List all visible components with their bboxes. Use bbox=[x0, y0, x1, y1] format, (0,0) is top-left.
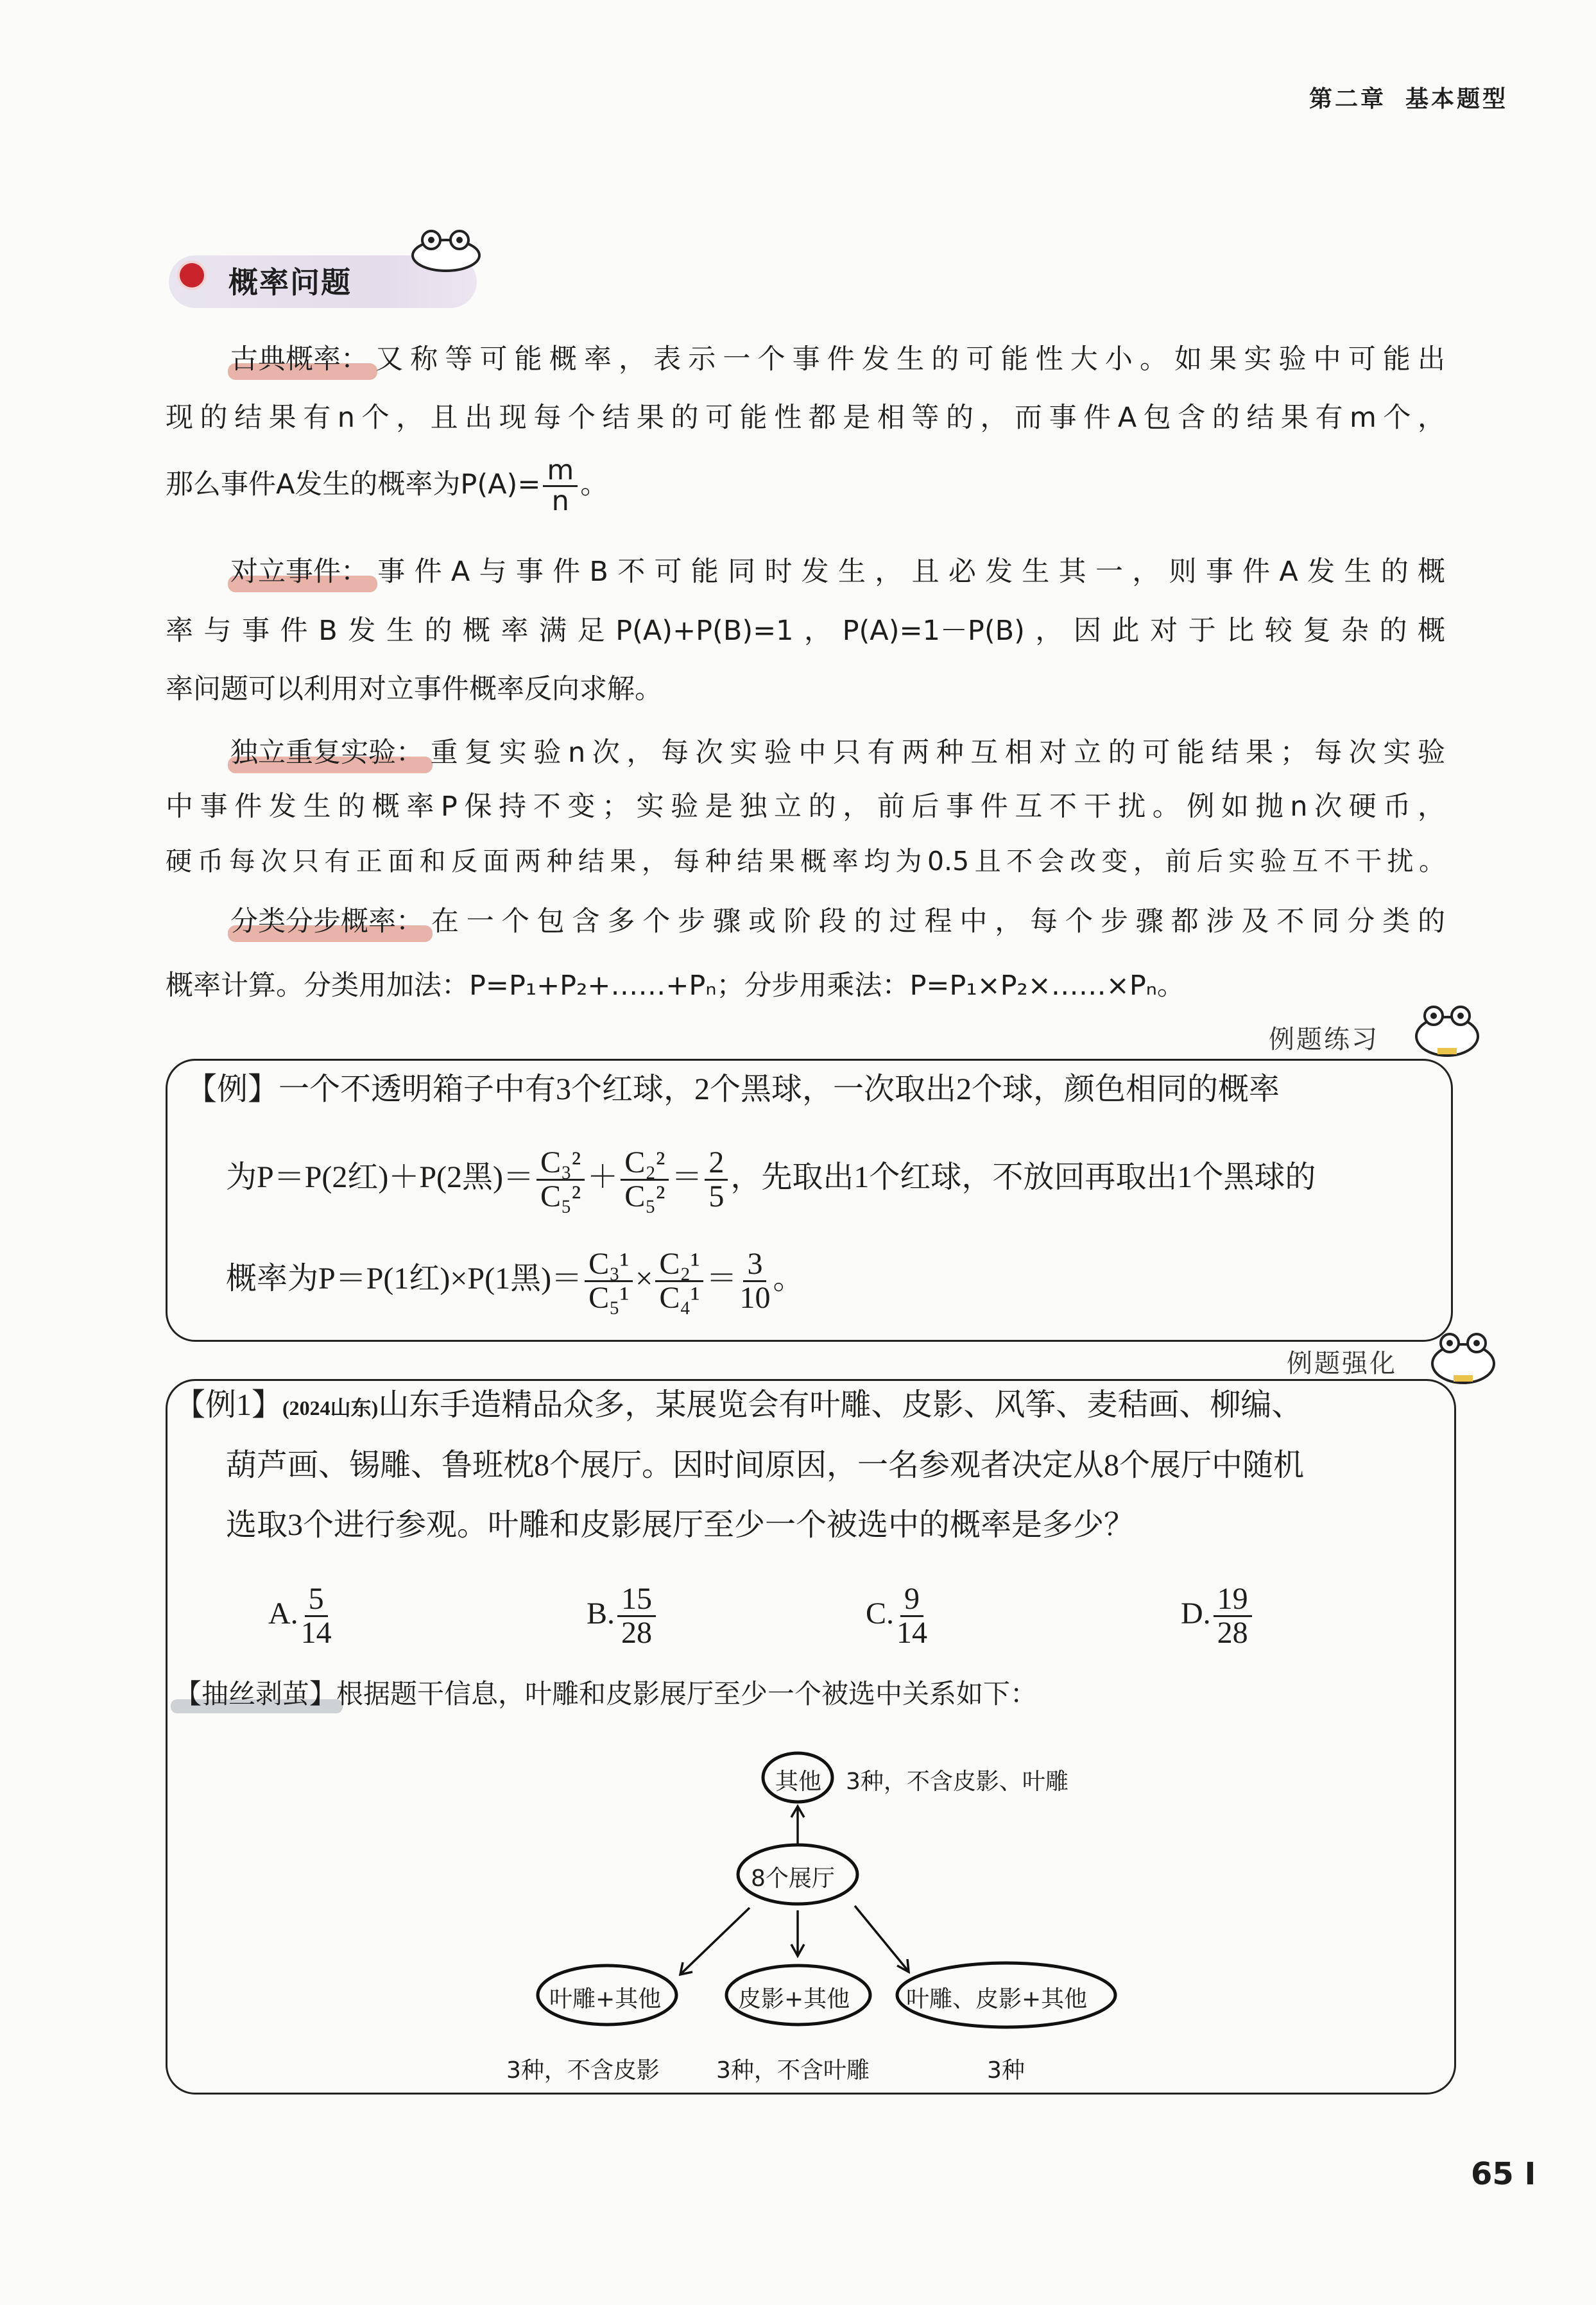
section-title: 概率问题 bbox=[228, 265, 352, 300]
denominator: C₅¹ bbox=[588, 1281, 630, 1315]
paragraph-independent-line-3: 硬币每次只有正面和反面两种结果，每种结果概率均为0.5且不会改变，前后实验互不干扰。 bbox=[166, 846, 1445, 877]
node-leaf-2-label: 皮影+其他 bbox=[738, 1986, 850, 2012]
node-leaf-1-label: 叶雕+其他 bbox=[549, 1986, 662, 2012]
page-number: 65 I bbox=[1471, 2156, 1536, 2192]
text: 那么事件A发生的概率为P(A)= bbox=[166, 468, 541, 501]
denominator: 28 bbox=[1217, 1616, 1248, 1650]
node-leaf-2-note: 3种，不含叶雕 bbox=[716, 2057, 870, 2084]
denominator: C₅² bbox=[540, 1179, 581, 1214]
arrow-right bbox=[855, 1906, 907, 1970]
source-label: (2024山东) bbox=[282, 1396, 379, 1419]
node-root-label: 8个展厅 bbox=[751, 1865, 835, 1892]
denominator: 5 bbox=[708, 1179, 725, 1214]
text: 重复实验n次，每次实验中只有两种互相对立的可能结果；每次实验 bbox=[424, 737, 1445, 769]
text: ＝ bbox=[671, 1160, 703, 1194]
term-classified-stepwise: 分类分步概率： bbox=[230, 902, 424, 941]
exercise-line-3: 选取3个进行参观。叶雕和皮影展厅至少一个被选中的概率是多少？ bbox=[226, 1508, 1135, 1542]
chapter-label: 第二章 bbox=[1309, 85, 1387, 112]
term-independent-trials: 独立重复实验： bbox=[230, 733, 424, 772]
practice-tag: 例题练习 bbox=[1269, 1025, 1379, 1054]
text: 在一个包含多个步骤或阶段的过程中，每个步骤都涉及不同分类的 bbox=[424, 905, 1445, 938]
text: 根据题干信息，叶雕和皮影展厅至少一个被选中关系如下： bbox=[336, 1678, 1038, 1709]
numerator: 19 bbox=[1214, 1583, 1252, 1617]
term-complementary-event: 对立事件： bbox=[230, 553, 368, 591]
paragraph-complement-line-3: 率问题可以利用对立事件概率反向求解。 bbox=[166, 673, 662, 705]
paragraph-classical-line-2: 现的结果有n个，且出现每个结果的可能性都是相等的，而事件A包含的结果有m个， bbox=[166, 402, 1445, 434]
text: 事件A与事件B不可能同时发生，且必发生其一，则事件A发生的概 bbox=[368, 556, 1445, 588]
denominator: C₄¹ bbox=[659, 1281, 700, 1315]
numerator: 2 bbox=[705, 1147, 728, 1181]
numerator: C₂¹ bbox=[655, 1248, 703, 1282]
text: 山东手造精品众多，某展览会有叶雕、皮影、风筝、麦秸画、柳编、 bbox=[378, 1388, 1303, 1422]
option-letter: D. bbox=[1181, 1597, 1211, 1631]
example-label: 【例1】 bbox=[175, 1388, 283, 1422]
text: 。 bbox=[773, 1262, 804, 1296]
node-other-note: 3种，不含皮影、叶雕 bbox=[846, 1769, 1068, 1795]
node-leaf-3-label: 叶雕、皮影+其他 bbox=[906, 1986, 1088, 2012]
exercise-line-2: 葫芦画、锡雕、鲁班枕8个展厅。因时间原因，一名参观者决定从8个展厅中随机 bbox=[226, 1448, 1305, 1482]
text: 为P＝P(2红)＋P(2黑)＝ bbox=[226, 1160, 535, 1194]
numerator: C₃¹ bbox=[585, 1248, 633, 1282]
paragraph-complement-line-2: 率与事件B发生的概率满足P(A)+P(B)=1，P(A)=1－P(B)，因此对于比较复杂的概 bbox=[166, 615, 1445, 647]
denominator: C₅² bbox=[624, 1179, 665, 1214]
exercise-tag: 例题强化 bbox=[1287, 1349, 1397, 1378]
denominator: 10 bbox=[739, 1281, 771, 1315]
node-leaf-3-note: 3种 bbox=[987, 2057, 1025, 2084]
text: 又称等可能概率，表示一个事件发生的可能性大小。如果实验中可能出 bbox=[368, 343, 1445, 375]
node-other-label: 其他 bbox=[775, 1769, 822, 1795]
node-leaf-1-note: 3种，不含皮影 bbox=[506, 2057, 660, 2084]
numerator: 15 bbox=[617, 1583, 656, 1617]
numerator: 3 bbox=[743, 1248, 766, 1282]
option-letter: B. bbox=[587, 1597, 615, 1631]
numerator: C₃² bbox=[536, 1147, 585, 1181]
numerator: 9 bbox=[900, 1583, 923, 1617]
text: 概率为P＝P(1红)×P(1黑)＝ bbox=[226, 1262, 583, 1296]
denominator: 14 bbox=[897, 1616, 928, 1650]
option-letter: C. bbox=[866, 1597, 895, 1631]
text: × bbox=[635, 1262, 653, 1296]
text: ＝ bbox=[706, 1262, 737, 1296]
denominator: n bbox=[551, 485, 569, 517]
analysis-tag: 【抽丝剥茧】 bbox=[175, 1675, 336, 1713]
practice-line-1: 【例】一个不透明箱子中有3个红球，2个黑球，一次取出2个球，颜色相同的概率 bbox=[186, 1072, 1280, 1106]
term-classical-probability: 古典概率： bbox=[230, 340, 368, 379]
numerator: 5 bbox=[305, 1583, 328, 1617]
section-label: 基本题型 bbox=[1405, 85, 1509, 112]
text: ＋ bbox=[587, 1160, 619, 1194]
arrow-left bbox=[682, 1908, 750, 1973]
numerator: C₂² bbox=[621, 1147, 669, 1181]
text: 。 bbox=[580, 468, 608, 501]
text: ，先取出1个红球，不放回再取出1个黑球的 bbox=[730, 1160, 1316, 1194]
option-letter: A. bbox=[268, 1597, 298, 1631]
paragraph-classified-line-2: 概率计算。分类用加法：P=P₁+P₂+……+Pₙ；分步用乘法：P=P₁×P₂×……×Pₙ。 bbox=[166, 970, 1185, 1002]
denominator: 28 bbox=[621, 1616, 653, 1650]
numerator: m bbox=[543, 456, 578, 487]
denominator: 14 bbox=[300, 1616, 332, 1650]
paragraph-independent-line-2: 中事件发生的概率P保持不变；实验是独立的，前后事件互不干扰。例如抛n次硬币， bbox=[166, 791, 1445, 823]
